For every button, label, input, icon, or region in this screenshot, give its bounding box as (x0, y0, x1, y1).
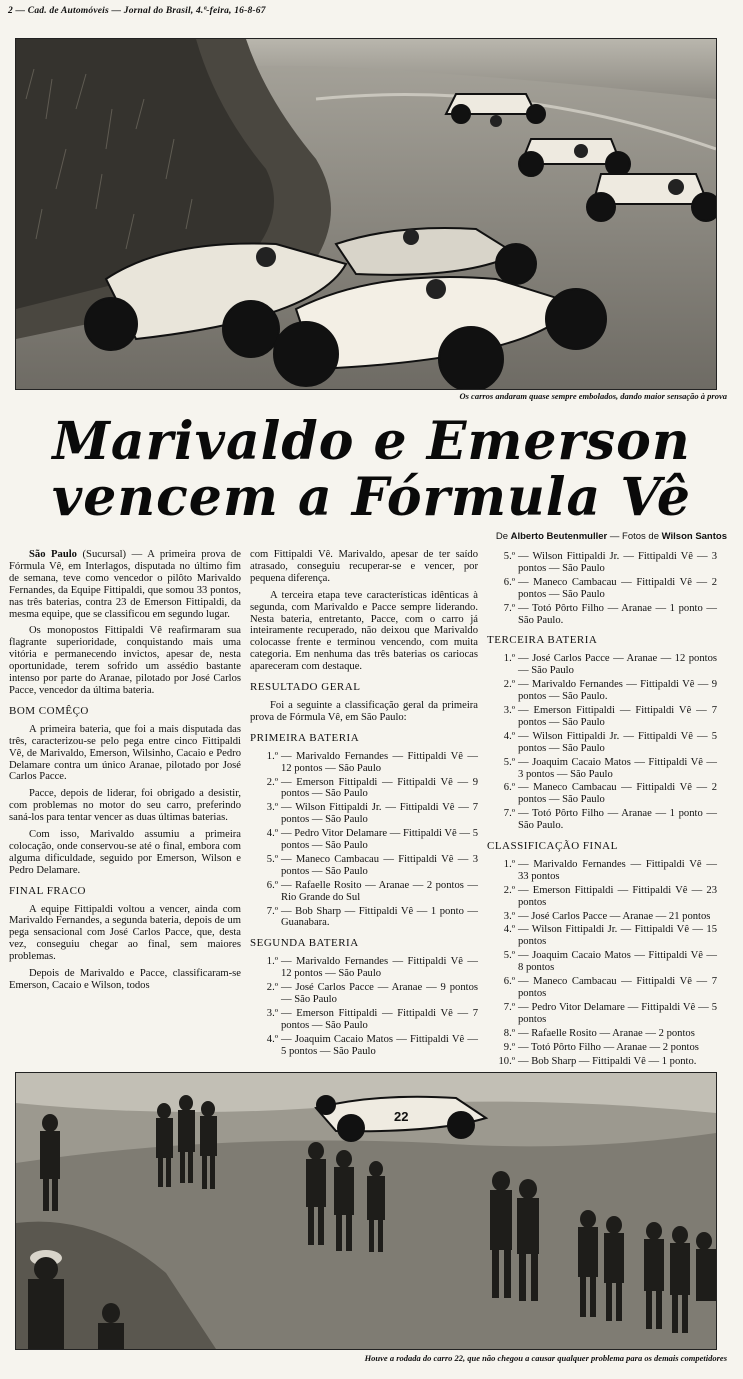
paragraph: Depois de Marivaldo e Pacce, classificaram-se Emerson, Cacaio e Wilson, todos (9, 968, 241, 991)
subhead-resultado-geral: RESULTADO GERAL (250, 681, 361, 694)
result-row (487, 782, 717, 806)
result-position: 10.º (498, 1055, 515, 1067)
result-position: 5.º (503, 950, 515, 962)
paragraph: A primeira bateria, que foi a mais disputada das três, caracterizou-se pelo pega entre cinco Fittipaldi Vê, de Marivaldo, Emerson, Wilsinho, Cacaio e Pedro Delamare contra um único Aranae, pilotado por José Carlos Pacce. (9, 723, 241, 783)
paragraph: com Fittipaldi Vê. Marivaldo, apesar de ter saído atrasado, conseguiu recuperar-se e vencer, por pequena diferença. (250, 549, 478, 584)
result-text: — José Carlos Pacce — Aranae — 12 pontos — São Paulo (518, 653, 717, 677)
result-row (487, 653, 717, 677)
result-row (487, 1002, 717, 1026)
lead-paragraph: São Paulo (Sucursal) — A primeira prova de Fórmula Vê, em Interlagos, disputada no último fim de semana, teve como vencedor o pilôto Marivaldo Fernandes, da Equipe Fittipaldi, que somou 33 pontos, nas três baterias, contra 23 de Emerson Fittipaldi, da mesma equipe, que se classificou em segundo lugar. (9, 549, 241, 620)
result-text: — Maneco Cambacau — Fittipaldi Vê — 3 pontos — São Paulo (281, 853, 478, 877)
result-position: 3.º (266, 802, 278, 814)
result-text: — Emerson Fittipaldi — Fittipaldi Vê — 7 pontos — São Paulo (518, 704, 717, 728)
results-primeira-bateria (250, 751, 478, 930)
result-text: — Bob Sharp — Fittipaldi Vê — 1 ponto — Guanabara. (281, 905, 478, 929)
paragraph: Pacce, depois de liderar, foi obrigado a desistir, com problemas no motor do seu carro, preferindo saná-los para tentar vencer as duas últimas baterias. (9, 788, 241, 824)
result-position: 6.º (503, 576, 515, 588)
results-segunda-bateria (250, 956, 478, 1057)
result-text: — Marivaldo Fernandes — Fittipaldi Vê — 9 pontos — São Paulo. (518, 679, 717, 703)
result-text: — Maneco Cambacau — Fittipaldi Vê — 7 pontos (518, 976, 717, 999)
result-text: — Wilson Fittipaldi Jr. — Fittipaldi Vê — 15 pontos (518, 924, 717, 948)
result-position: 6.º (503, 782, 515, 794)
result-position: 6.º (503, 976, 515, 988)
result-row (487, 859, 717, 883)
result-position: 1.º (266, 750, 278, 762)
result-position: 1.º (266, 956, 278, 968)
result-row (250, 777, 478, 801)
subhead-segunda-bateria: SEGUNDA BATERIA (250, 937, 359, 950)
result-row (250, 1034, 478, 1058)
result-row (250, 906, 478, 930)
result-text: — Emerson Fittipaldi — Fittipaldi Vê — 9 pontos — São Paulo (281, 776, 478, 800)
result-text: — José Carlos Pacce — Aranae — 9 pontos — São Paulo (281, 982, 478, 1005)
result-row (487, 705, 717, 729)
result-row (487, 577, 717, 601)
result-text: — Maneco Cambacau — Fittipaldi Vê — 2 pontos — São Paulo (518, 576, 717, 600)
result-text: — Maneco Cambacau — Fittipaldi Vê — 2 pontos — São Paulo (518, 782, 717, 806)
results-segunda-bateria-cont (487, 551, 717, 626)
result-row (487, 551, 717, 575)
result-row (250, 828, 478, 852)
result-text: — Wilson Fittipaldi Jr. — Fittipaldi Vê — 3 pontos — São Paulo (518, 551, 717, 574)
result-position: 6.º (266, 879, 278, 891)
result-text: — Rafaelle Rosito — Aranae — 2 pontos (518, 1027, 695, 1039)
result-text: — Joaquim Cacaio Matos — Fittipaldi Vê — 8 pontos (518, 950, 717, 974)
result-position: 9.º (503, 1041, 515, 1053)
result-row (487, 950, 717, 974)
page-header: 2 — Cad. de Automóveis — Jornal do Brasil, 4.ª-feira, 16-8-67 (8, 6, 266, 16)
photo-race-cars (15, 38, 717, 390)
result-position: 5.º (503, 756, 515, 768)
result-position: 7.º (266, 905, 278, 917)
subhead-primeira-bateria: PRIMEIRA BATERIA (250, 731, 360, 744)
photo-top-caption: Os carros andaram quase sempre embolados, dando maior sensação à prova (459, 391, 727, 401)
article-column-2 (250, 549, 478, 1060)
result-row (487, 911, 717, 923)
result-text: — Emerson Fittipaldi — Fittipaldi Vê — 7 pontos — São Paulo (281, 1007, 478, 1031)
result-row (250, 982, 478, 1006)
result-row (487, 679, 717, 703)
result-row (250, 751, 478, 775)
result-row (487, 731, 717, 755)
result-position: 2.º (266, 776, 278, 788)
result-row (487, 924, 717, 948)
byline: De Alberto Beutenmuller — Fotos de Wilson Santos (495, 531, 727, 542)
result-text: — Wilson Fittipaldi Jr. — Fittipaldi Vê — 7 pontos — São Paulo (281, 802, 478, 826)
paragraph: Foi a seguinte a classificação geral da primeira prova de Fórmula Vê, em São Paulo: (250, 699, 478, 723)
result-row (250, 802, 478, 826)
result-text: — José Carlos Pacce — Aranae — 21 pontos (518, 910, 711, 922)
paragraph: A terceira etapa teve características idênticas à segunda, com Marivaldo e Pacce sempre liderando. Nesta bateria, entretanto, Pacce, com o carro já inteiramente recuperado, não deixou que Marivaldo colocasse frente e terminou vencendo, com muita categoria. Em nenhuma das três baterias os cariocas apareceram com destaque. (250, 589, 478, 673)
result-row (487, 885, 717, 909)
result-text: — Totó Pôrto Filho — Aranae — 1 ponto — São Paulo. (518, 808, 717, 832)
result-position: 8.º (503, 1027, 515, 1039)
result-position: 2.º (266, 982, 278, 994)
result-position: 5.º (266, 853, 278, 865)
result-position: 3.º (266, 1007, 278, 1019)
result-text: — Totó Pôrto Filho — Aranae — 2 pontos (518, 1041, 699, 1053)
result-row (250, 854, 478, 878)
result-row (487, 1028, 717, 1040)
result-text: — Joaquim Cacaio Matos — Fittipaldi Vê — 3 pontos — São Paulo (518, 756, 717, 780)
result-position: 4.º (266, 828, 278, 840)
result-text: — Emerson Fittipaldi — Fittipaldi Vê — 23 pontos (518, 884, 717, 908)
result-position: 2.º (503, 679, 515, 691)
result-text: — Rafaelle Rosito — Aranae — 2 pontos — Rio Grande do Sul (281, 879, 478, 903)
result-text: — Totó Pôrto Filho — Aranae — 1 ponto — São Paulo. (518, 602, 717, 626)
subhead-terceira-bateria: TERCEIRA BATERIA (487, 634, 598, 647)
result-text: — Wilson Fittipaldi Jr. — Fittipaldi Vê — 5 pontos — São Paulo (518, 730, 717, 754)
result-position: 1.º (503, 858, 515, 870)
result-text: — Marivaldo Fernandes — Fittipaldi Vê — 12 pontos — São Paulo (281, 750, 478, 774)
result-row (250, 1008, 478, 1032)
article-column-1 (9, 549, 241, 997)
results-terceira-bateria (487, 653, 717, 832)
photo-bottom-caption: Houve a rodada do carro 22, que não chegou a causar qualquer problema para os demais competidores (364, 1353, 727, 1363)
subhead-classificacao-final: CLASSIFICAÇÃO FINAL (487, 840, 618, 853)
result-text: — Pedro Vitor Delamare — Fittipaldi Vê — 5 pontos (518, 1001, 717, 1025)
result-text: — Marivaldo Fernandes — Fittipaldi Vê — 33 pontos (518, 858, 717, 882)
result-row (487, 603, 717, 627)
photo-spectators-car-22 (15, 1072, 717, 1350)
result-text: — Pedro Vitor Delamare — Fittipaldi Vê — 5 pontos — São Paulo (281, 828, 478, 852)
result-row (250, 880, 478, 904)
headline-line-1: Marivaldo e Emerson (52, 411, 691, 472)
result-position: 7.º (503, 602, 515, 614)
headline-line-2: vencem a Fórmula Vê (52, 467, 691, 528)
result-text: — Joaquim Cacaio Matos — Fittipaldi Vê — 5 pontos — São Paulo (281, 1033, 478, 1057)
article-column-3 (487, 551, 717, 1069)
result-row (487, 1056, 717, 1068)
result-row (250, 956, 478, 980)
paragraph: Os monopostos Fittipaldi Vê reafirmaram sua flagrante superioridade, conquistando mais uma vitória e permanecendo invictos, apesar de, nesta oportunidade, terem sofrido um assédio bastante intenso por parte do Aranae, pilotado por José Carlos Pacce, vencedor da última bateria. (9, 625, 241, 696)
result-position: 3.º (503, 910, 515, 922)
result-position: 7.º (503, 1001, 515, 1013)
paragraph: A equipe Fittipaldi voltou a vencer, ainda com Marivaldo Fernandes, a segunda bateria, depois de um pega sensacional com José Carlos Pacce, que, desta vez, conseguiu chegar ao final, sem maiores problemas. (9, 903, 241, 963)
subhead-bom-comeco: BOM COMÊÇO (9, 704, 89, 717)
result-text: — Marivaldo Fernandes — Fittipaldi Vê — 12 pontos — São Paulo (281, 956, 478, 980)
result-row (487, 808, 717, 832)
result-position: 5.º (503, 551, 515, 562)
result-row (487, 1042, 717, 1054)
result-row (487, 757, 717, 781)
result-position: 2.º (503, 884, 515, 896)
paragraph: Com isso, Marivaldo assumiu a primeira colocação, onde conservou-se até o final, embora com alguma dificuldade, seguido por Emerson, Wilson e Pedro Delamare. (9, 829, 241, 876)
results-classificacao-final (487, 859, 717, 1068)
result-position: 4.º (503, 924, 515, 936)
result-position: 1.º (503, 653, 515, 665)
result-row (487, 976, 717, 1000)
car-number: 22 (394, 1109, 409, 1124)
result-position: 4.º (266, 1033, 278, 1045)
subhead-final-fraco: FINAL FRACO (9, 884, 86, 897)
result-position: 7.º (503, 808, 515, 820)
result-position: 4.º (503, 730, 515, 742)
result-position: 3.º (503, 704, 515, 716)
result-text: — Bob Sharp — Fittipaldi Vê — 1 ponto. (518, 1055, 697, 1067)
